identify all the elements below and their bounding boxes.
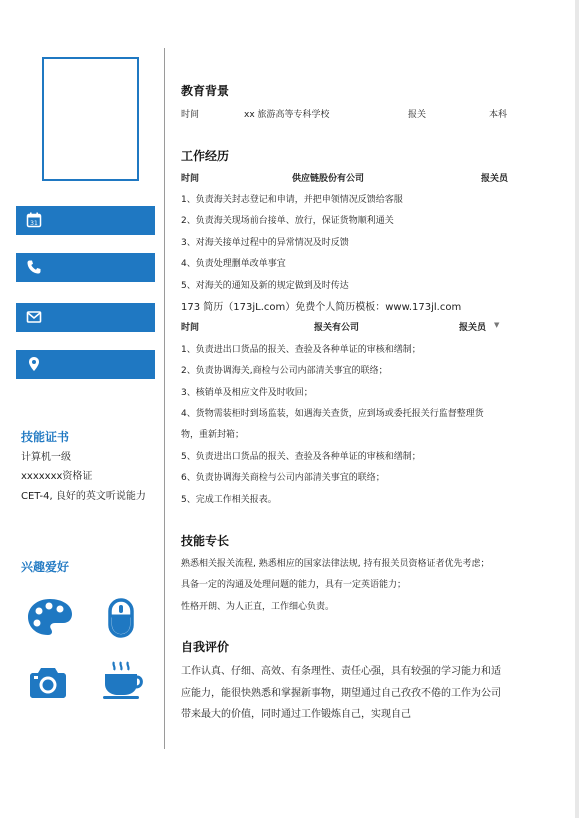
palette-icon: [27, 598, 73, 636]
work-experience-title: 工作经历: [181, 149, 230, 163]
job1-position: 报关员: [481, 174, 509, 184]
phone-icon: [26, 259, 42, 275]
skills-line: 性格开朗、为人正直，工作细心负责。: [181, 602, 335, 612]
calendar-icon: [26, 212, 42, 228]
job2-duty: 1、负责进出口货品的报关、查验及各种单证的审核和缮制；: [181, 345, 421, 355]
contact-bar-email: [16, 303, 155, 332]
skill-item: xxxxxxx资格证: [21, 471, 93, 482]
skills-certificates-title: 技能证书: [21, 430, 70, 444]
job2-duty: 物，重新封箱；: [181, 430, 245, 440]
mouse-icon: [108, 598, 134, 638]
contact-bar-date: [16, 206, 155, 235]
job2-position: 报关员: [459, 323, 487, 333]
job2-duty: 5、完成工作相关报表。: [181, 495, 277, 505]
education-title: 教育背景: [181, 84, 230, 98]
job2-duty: 6、负责协调海关商检与公司内部清关事宜的联络；: [181, 473, 385, 483]
job1-duty: 1、负责海关封志登记和申请，并把申领情况反馈给客服: [181, 195, 403, 205]
chevron-down-icon: ▼: [494, 321, 500, 329]
job2-time: 时间: [181, 323, 200, 333]
page-edge: [575, 0, 579, 818]
skills-line: 熟悉相关报关流程, 熟悉相应的国家法律法规, 持有报关员资格证者优先考虑；: [181, 559, 490, 569]
svg-text:31: 31: [30, 220, 38, 227]
photo-frame: [42, 57, 139, 181]
mail-icon: [26, 309, 42, 325]
location-pin-icon: [26, 356, 42, 372]
job2-duty: 3、核销单及相应文件及时收回；: [181, 388, 313, 398]
job1-duty: 2、负责海关现场前台接单、放行，保证货物顺利通关: [181, 216, 394, 226]
contact-bar-address: [16, 350, 155, 379]
job2-duty: 4、货物需装柜时到场监装，如遇海关查货，应到场或委托报关行监督整理货: [181, 409, 484, 419]
self-evaluation-line: 工作认真、仔细、高效、有条理性、责任心强，具有较强的学习能力和适: [181, 666, 501, 677]
job1-duty: 3、对海关接单过程中的异常情况及时反馈: [181, 238, 349, 248]
education-school: xx 旅游高等专科学校: [244, 110, 330, 120]
contact-bar-phone: [16, 253, 155, 282]
skill-item: CET-4, 良好的英文听说能力: [21, 491, 146, 502]
self-evaluation-title: 自我评价: [181, 640, 230, 654]
column-divider: [164, 48, 165, 749]
education-major: 报关: [408, 110, 427, 120]
skills-title: 技能专长: [181, 534, 230, 548]
watermark-text: 173 简历（173jL.com）免费个人简历模板：www.173jl.com: [181, 302, 462, 313]
hobbies-title: 兴趣爱好: [21, 560, 70, 574]
skills-line: 具备一定的沟通及处理问题的能力，具有一定英语能力；: [181, 580, 407, 590]
self-evaluation-line: 带来最大的价值，同时通过工作锻炼自己，实现自己: [181, 709, 411, 720]
job1-duty: 5、对海关的通知及新的规定做到及时传达: [181, 281, 349, 291]
coffee-cup-icon: [103, 660, 145, 700]
job2-duty: 5、负责进出口货品的报关、查验及各种单证的审核和缮制；: [181, 452, 421, 462]
job2-duty: 2、负责协调海关,商检与公司内部清关事宜的联络；: [181, 366, 388, 376]
job1-company: 供应链股份有公司: [292, 174, 365, 184]
education-degree: 本科: [489, 110, 508, 120]
education-time: 时间: [181, 110, 200, 120]
camera-icon: [30, 665, 66, 699]
skill-item: 计算机一级: [21, 452, 71, 463]
job2-company: 报关有公司: [314, 323, 360, 333]
job1-duty: 4、负责处理删单改单事宜: [181, 259, 286, 269]
job1-time: 时间: [181, 174, 200, 184]
self-evaluation-line: 应能力，能很快熟悉和掌握新事物，期望通过自己孜孜不倦的工作为公司: [181, 688, 501, 699]
